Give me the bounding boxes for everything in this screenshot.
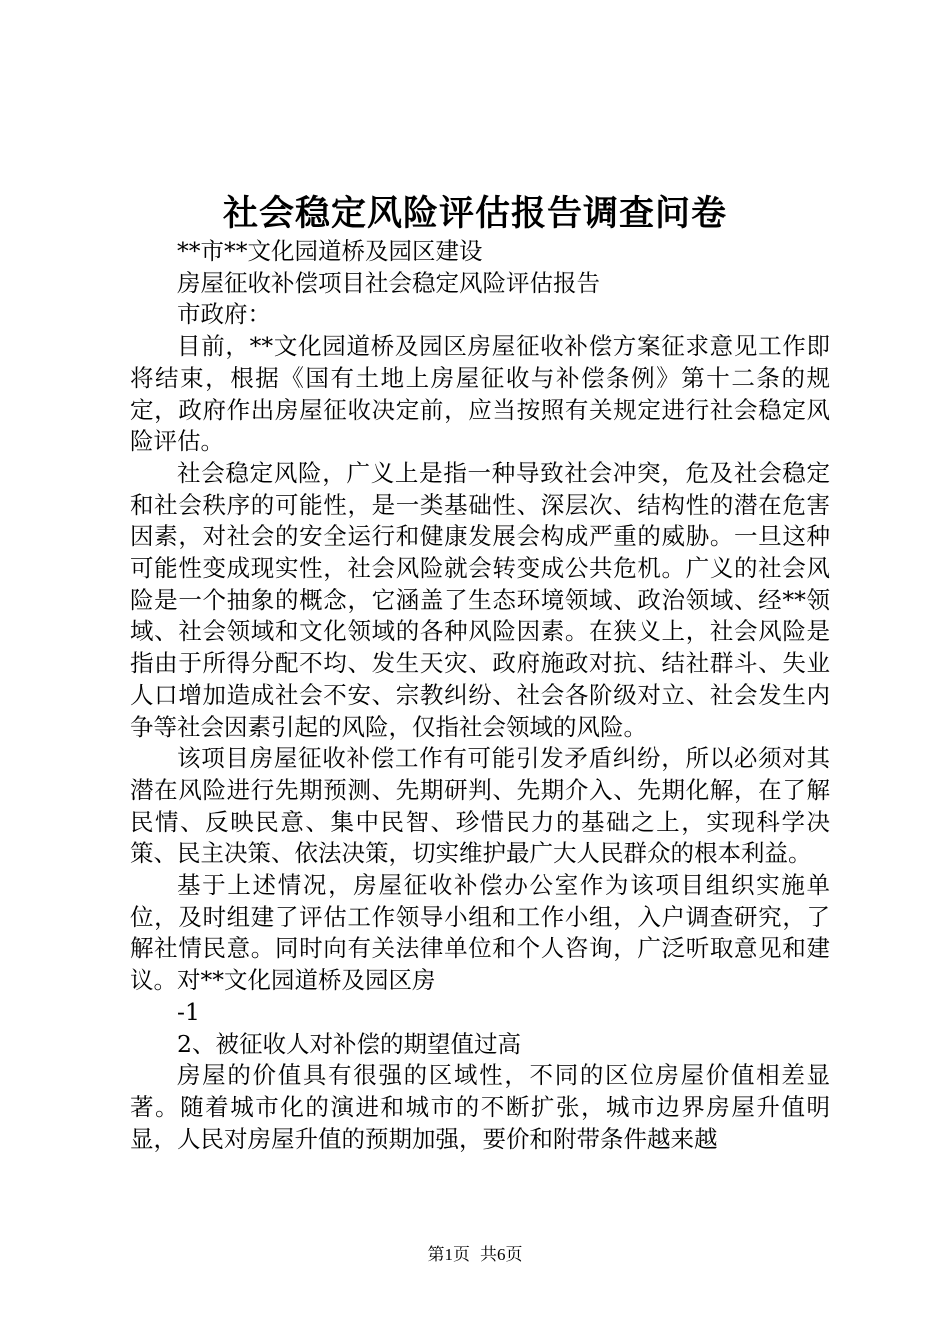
paragraph-project-risk: 该项目房屋征收补偿工作有可能引发矛盾纠纷，所以必须对其潜在风险进行先期预测、先期研判、先期介入、先期化解，在了解民情、反映民意、集中民智、珍惜民力的基础之上，实现科学决策、民主决策、依法决策，切实维护最广大人民群众的根本利益。 xyxy=(130,744,830,868)
page-marker: -1 xyxy=(177,997,200,1026)
page-total: 共6页 xyxy=(480,1245,523,1264)
page-number: 第1页 xyxy=(427,1245,470,1264)
paragraph-housing-value: 房屋的价值具有很强的区域性，不同的区位房屋价值相差显著。随着城市化的演进和城市的不断扩张，城市边界房屋升值明显，人民对房屋升值的预期加强，要价和附带条件越来越 xyxy=(130,1061,830,1153)
section-heading-2: 2、被征收人对补偿的期望值过高 xyxy=(177,1029,521,1058)
paragraph-social-risk-definition: 社会稳定风险，广义上是指一种导致社会冲突，危及社会稳定和社会秩序的可能性，是一类基础性、深层次、结构性的潜在危害因素，对社会的安全运行和健康发展会构成严重的威胁。一旦这种可能性变成现实性，社会风险就会转变成公共危机。广义的社会风险是一个抽象的概念，它涵盖了生态环境领域、政治领域、经**领域、社会领域和文化领域的各种风险因素。在狭义上，社会风险是指由于所得分配不均、发生天灾、政府施政对抗、结社群斗、失业人口增加造成社会不安、宗教纠纷、社会各阶级对立、社会发生内争等社会因素引起的风险，仅指社会领域的风险。 xyxy=(130,458,830,741)
paragraph-assessment-process: 基于上述情况，房屋征收补偿办公室作为该项目组织实施单位，及时组建了评估工作领导小组和工作小组，入户调查研究，了解社情民意。同时向有关法律单位和个人咨询，广泛听取意见和建议。对**文化园道桥及园区房 xyxy=(130,871,830,995)
project-heading-line1: **市**文化园道桥及园区建设 xyxy=(177,237,483,265)
document-title: 社会稳定风险评估报告调查问卷 xyxy=(222,193,727,234)
project-heading-line2: 房屋征收补偿项目社会稳定风险评估报告 xyxy=(177,268,600,297)
paragraph-intro: 目前，**文化园道桥及园区房屋征收补偿方案征求意见工作即将结束，根据《国有土地上房屋征收与补偿条例》第十二条的规定，政府作出房屋征收决定前，应当按照有关规定进行社会稳定风险评估。 xyxy=(130,332,830,456)
page-footer xyxy=(0,1240,950,1265)
addressee: 市政府： xyxy=(177,300,271,329)
document-body xyxy=(130,236,830,1155)
